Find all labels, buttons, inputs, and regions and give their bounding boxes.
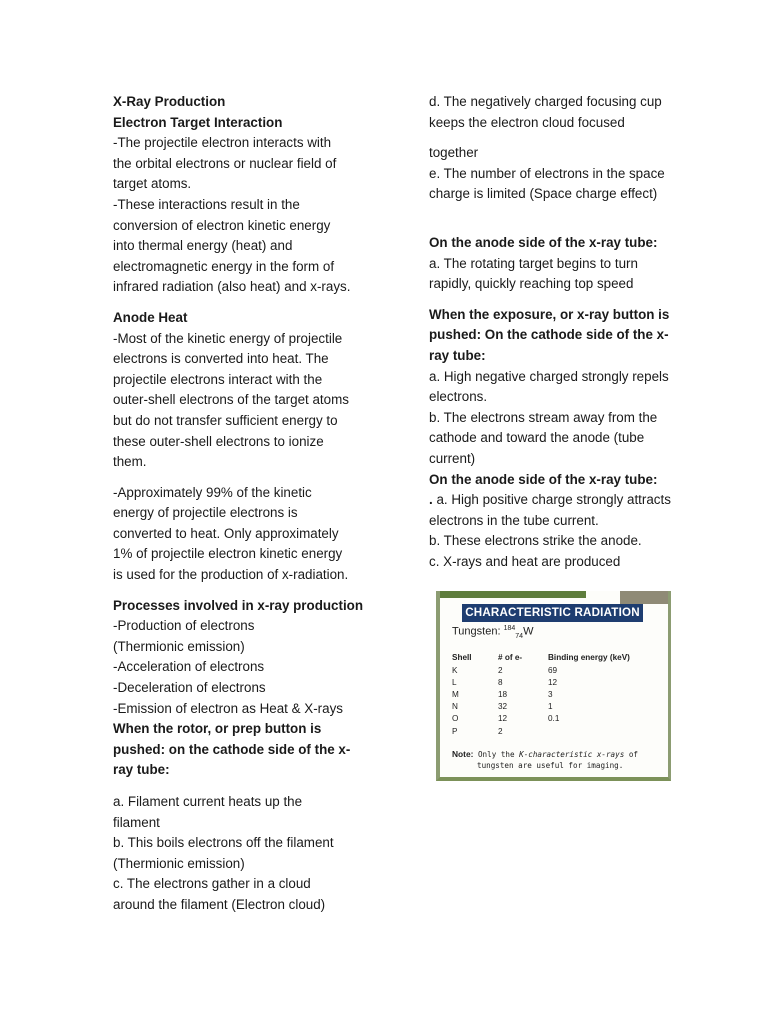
text-line: them. [113,454,147,470]
text-line: a. High negative charged strongly repels [429,368,669,384]
figure-accent-bar [440,591,586,598]
text-line: electrons is converted into heat. The [113,351,329,367]
table-cell: P [452,726,458,736]
table-cell: 18 [498,689,508,699]
list-item: c. The electrons gather in a cloud [113,876,311,892]
table-header-row [452,650,658,664]
section-heading-anode-side: On the anode side of the x-ray tube: [429,234,658,250]
text-line: target atoms. [113,176,192,192]
element-symbol: W [523,625,534,638]
text-line: e. The number of electrons in the space [429,165,665,181]
heading-line: When the rotor, or prep button is [113,721,322,737]
table-cell: M [452,689,459,699]
section-heading-processes: Processes involved in x-ray production [113,597,364,613]
text-line: electromagnetic energy in the form of [113,258,335,274]
table-cell: 3 [548,689,553,699]
text-line: b. The electrons stream away from the [429,409,658,425]
column-header: Shell [452,652,472,662]
text-line: charge is limited (Space charge effect) [429,186,658,202]
text-line: is used for the production of x-radiation. [113,567,349,583]
table-row [452,676,658,688]
table-row [452,664,658,676]
left-column [113,92,365,916]
heading-line: ray tube: [429,347,486,363]
characteristic-radiation-figure [436,591,671,781]
right-column [429,92,684,572]
text-line: 1% of projectile electron kinetic energy [113,546,343,562]
section-heading-rotor [113,719,365,781]
binding-energy-table [452,650,658,737]
heading-line: pushed: on the cathode side of the x- [113,741,351,757]
table-cell: 69 [548,665,558,675]
text-line: d. The negatively charged focusing cup [429,94,662,109]
element-label-text: Tungsten: [452,625,504,638]
section-heading-anode-side-2: On the anode side of the x-ray tube: [429,471,658,487]
figure-title: CHARACTERISTIC RADIATION [462,604,643,622]
list-item: b. This boils electrons off the filament [113,835,334,851]
table-cell: 32 [498,702,508,712]
list-item: (Thermionic emission) [113,855,245,871]
text-line: electrons in the tube current. [429,512,599,528]
text-line: -Most of the kinetic energy of projectile [113,330,343,346]
text-line: c. X-rays and heat are produced [429,553,621,569]
text-line: conversion of electron kinetic energy [113,217,331,233]
text-line: infrared radiation (also heat) and x-rays. [113,279,351,295]
text-line: these outer-shell electrons to ionize [113,433,324,449]
note-text: Only the [473,750,520,759]
note-line-2: tungsten are useful for imaging. [477,761,624,770]
text-line: electrons. [429,389,488,405]
table-cell: 2 [498,726,503,736]
list-item: (Thermionic emission) [113,638,245,654]
text-line: keeps the electron cloud focused [429,114,625,130]
paragraph-percent-heat [113,483,365,586]
table-cell: 1 [548,702,553,712]
table-cell: 2 [498,665,503,675]
list-item: -Acceleration of electrons [113,659,265,675]
text-line: energy of projectile electrons is [113,505,298,521]
table-cell: K [452,665,458,675]
text-line: together [429,145,479,161]
list-item: -Emission of electron as Heat & X-rays [113,700,343,716]
list-item: a. Filament current heats up the [113,794,303,809]
table-cell: 0.1 [548,714,560,724]
text-line: outer-shell electrons of the target atoms [113,392,349,408]
column-header: Binding energy (keV) [548,652,630,662]
table-cell: 8 [498,677,503,687]
table-cell: N [452,702,458,712]
table-row [452,725,658,737]
atomic-number: 74 [515,632,524,640]
heading-line: When the exposure, or x-ray button is [429,306,670,322]
figure-accent-block [620,591,668,604]
mass-number: 184 [503,625,516,632]
text-line: -These interactions result in the [113,196,300,212]
text-line: rapidly, quickly reaching top speed [429,276,634,292]
table-cell: 12 [548,677,558,687]
list-item: -Production of electrons [113,618,255,634]
text-line: the orbital electrons or nuclear field of [113,155,337,171]
list-item: around the filament (Electron cloud) [113,896,326,912]
section-heading-anode-heat: Anode Heat [113,309,188,325]
bold-dot: . [429,492,433,508]
table-cell [548,725,658,737]
table-row [452,713,658,725]
list-item: filament [113,814,160,830]
text-line: projectile electrons interact with the [113,371,323,387]
table-cell: 12 [498,714,508,724]
text-line: into thermal energy (heat) and [113,238,293,254]
paragraph-anode-heat [113,329,365,473]
section-heading-exposure [429,305,684,367]
processes-list [113,616,365,719]
heading-line: ray tube: [113,762,170,778]
heading-line: pushed: On the cathode side of the x- [429,327,669,343]
rotor-steps-list [113,792,365,916]
table-cell: O [452,714,459,724]
text-line: a. The rotating target begins to turn [429,255,638,271]
document-title: X-Ray Production [113,94,226,109]
note-label: Note: [452,749,474,759]
list-item: -Deceleration of electrons [113,680,266,696]
column-header: # of e- [498,652,523,662]
section-heading-electron-target: Electron Target Interaction [113,114,283,130]
paragraph-electron-target [113,133,365,298]
text-span: a. High positive charge strongly attracts [432,492,671,508]
text-line: b. These electrons strike the anode. [429,533,642,549]
table-cell: L [452,677,457,687]
table-row [452,688,658,700]
figure-note [452,749,638,771]
text-line: -Approximately 99% of the kinetic [113,484,312,500]
text-line: converted to heat. Only approximately [113,525,339,541]
table-row [452,701,658,713]
note-emphasis: K-characteristic x-rays [519,750,625,759]
text-line: current) [429,450,476,466]
text-line: but do not transfer sufficient energy to [113,412,338,428]
text-line: cathode and toward the anode (tube [429,430,645,446]
text-line [429,490,684,511]
element-label [452,625,533,640]
text-line: -The projectile electron interacts with [113,135,332,151]
note-text: of [624,750,638,759]
